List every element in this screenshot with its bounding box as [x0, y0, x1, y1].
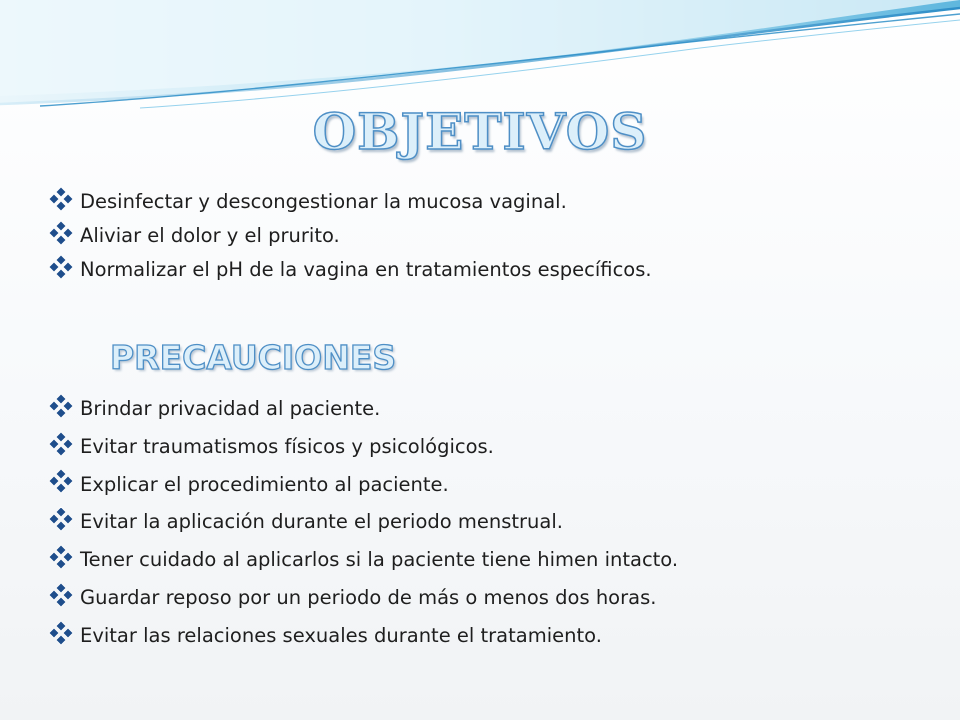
list-item — [48, 617, 678, 655]
objetivos-list — [48, 185, 652, 287]
diamond-bullet-icon — [48, 620, 74, 646]
list-item — [48, 428, 678, 466]
list-item-text: Explicar el procedimiento al paciente. — [80, 472, 449, 496]
list-item — [48, 466, 678, 504]
header-wave-decoration — [0, 0, 960, 110]
diamond-bullet-icon — [48, 254, 74, 280]
diamond-bullet-icon — [48, 220, 74, 246]
list-item-text: Normalizar el pH de la vagina en tratamientos específicos. — [80, 258, 652, 281]
precauciones-list — [48, 390, 678, 655]
list-item — [48, 185, 652, 219]
diamond-bullet-icon — [48, 393, 74, 419]
list-item-text: Aliviar el dolor y el prurito. — [80, 224, 340, 247]
list-item-text: Tener cuidado al aplicarlos si la paciente tiene himen intacto. — [80, 548, 679, 572]
list-item — [48, 219, 652, 253]
diamond-bullet-icon — [48, 544, 74, 570]
diamond-bullet-icon — [48, 582, 74, 608]
list-item-text: Desinfectar y descongestionar la mucosa vaginal. — [80, 190, 567, 213]
list-item — [48, 390, 678, 428]
diamond-bullet-icon — [48, 468, 74, 494]
list-item — [48, 253, 652, 287]
list-item — [48, 541, 678, 579]
list-item-text: Evitar las relaciones sexuales durante el tratamiento. — [80, 623, 602, 647]
diamond-bullet-icon — [48, 186, 74, 212]
diamond-bullet-icon — [48, 431, 74, 457]
list-item-text: Evitar la aplicación durante el periodo menstrual. — [80, 510, 563, 534]
list-item-text: Brindar privacidad al paciente. — [80, 397, 381, 420]
diamond-bullet-icon — [48, 506, 74, 532]
list-item — [48, 503, 678, 541]
list-item-text: Guardar reposo por un periodo de más o menos dos horas. — [80, 585, 657, 609]
page-title: OBJETIVOS — [312, 102, 648, 161]
list-item-text: Evitar traumatismos físicos y psicológicos. — [80, 434, 494, 458]
section-heading-precauciones: PRECAUCIONES — [110, 338, 397, 377]
list-item — [48, 579, 678, 617]
